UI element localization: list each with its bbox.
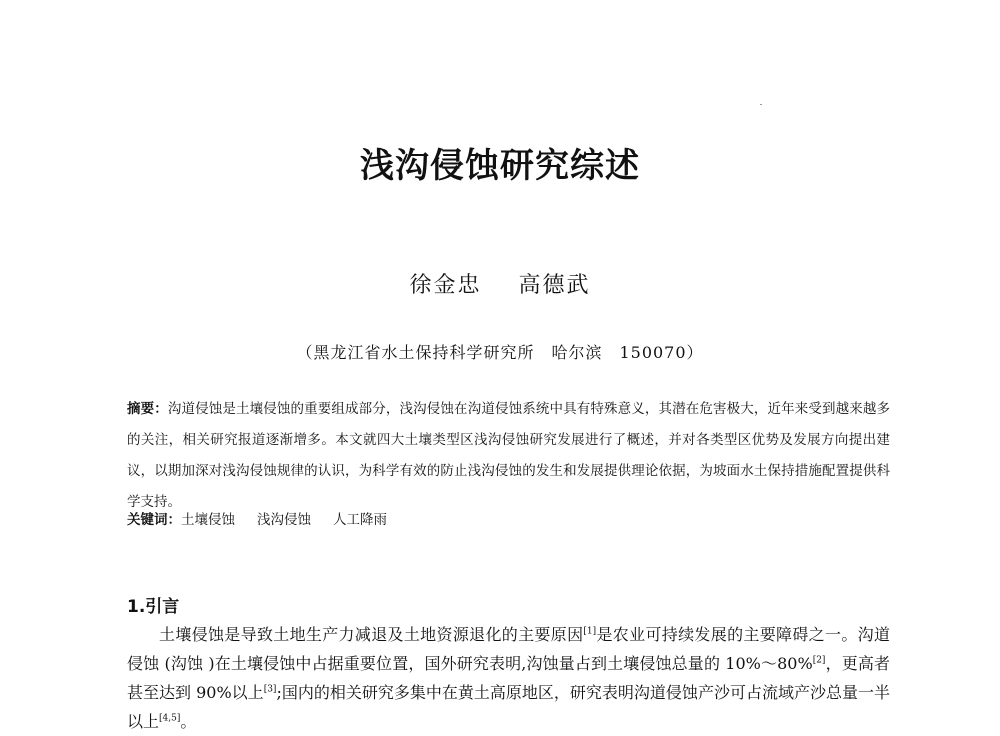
keywords: [127, 508, 890, 528]
paper-title: 浅沟侵蚀研究综述: [360, 146, 640, 186]
keyword-3: 人工降雨: [333, 512, 387, 528]
keyword-1: 土壤侵蚀: [181, 512, 235, 528]
intro-paragraph: [127, 620, 890, 736]
author-2: 高德武: [518, 273, 591, 298]
citation-4[interactable]: [4,5]: [159, 713, 181, 724]
author-1: 徐金忠: [409, 273, 482, 298]
intro-text-1: 土壤侵蚀是导致土地生产力减退及土地资源退化的主要原因: [159, 625, 584, 644]
keywords-label: 关键词：: [127, 512, 181, 528]
affiliation: （黑龙江省水土保持科学研究所 哈尔滨 150070）: [296, 343, 704, 362]
section-heading: 1.引言: [127, 597, 180, 617]
citation-1[interactable]: [1]: [583, 626, 597, 637]
abstract: [127, 394, 890, 518]
citation-3[interactable]: [3]: [263, 684, 277, 695]
intro-text-2: 是农业可持续发展的主要障碍之一。沟道侵蚀 (沟蚀 )在土壤侵蚀中占据重要位置，国外研究表明,沟蚀量占到土壤侵蚀总量的 10%～80%: [127, 625, 890, 673]
citation-2[interactable]: [2]: [812, 655, 826, 666]
intro-text-4: ;国内的相关研究多集中在黄土高原地区，研究表明沟道侵蚀产沙可占流域产沙总量一半以上: [127, 683, 890, 731]
keyword-2: 浅沟侵蚀: [257, 512, 311, 528]
intro-text-5: 。: [180, 712, 197, 731]
authors: [0, 268, 1000, 299]
intro-text-3: ，更高者甚至达到 90%以上: [127, 654, 890, 702]
abstract-text: 沟道侵蚀是土壤侵蚀的重要组成部分，浅沟侵蚀在沟道侵蚀系统中具有特殊意义，其潜在危害极大，近年来受到越来越多的关注，相关研究报道逐渐增多。本文就四大土壤类型区浅沟侵蚀研究发展进行了概述，并对各类型区优势及发展方向提出建议，以期加深对浅沟侵蚀规律的认识，为科学有效的防止浅沟侵蚀的发生和发展提供理论依据，为坡面水土保持措施配置提供科学支持。: [127, 401, 891, 510]
abstract-label: 摘要：: [127, 401, 168, 417]
scan-speck: [760, 104, 762, 105]
